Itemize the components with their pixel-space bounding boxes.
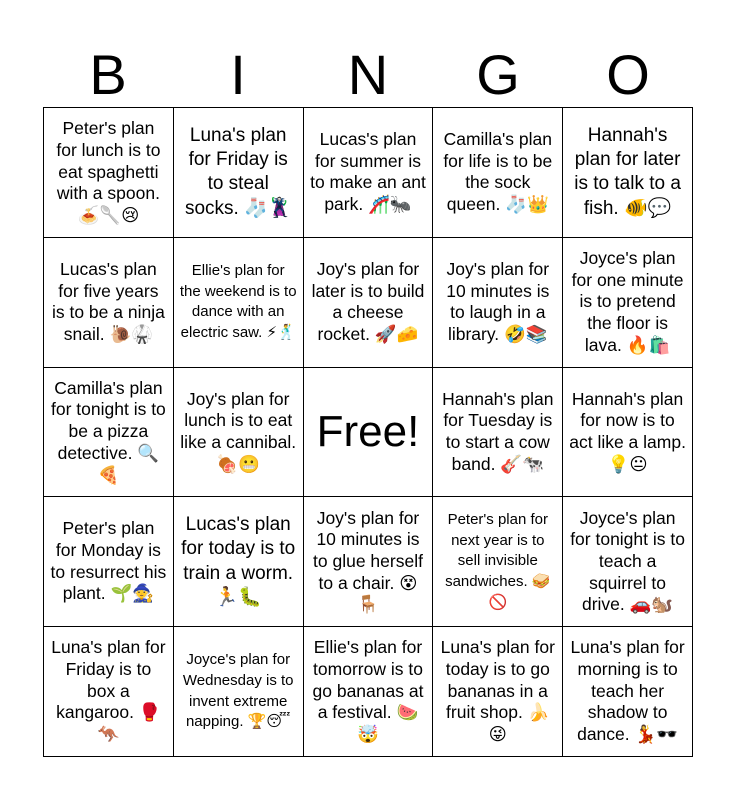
bingo-cell-text: Lucas's plan for today is to train a worm. 🏃🐛	[181, 514, 296, 609]
bingo-cell-text: Lucas's plan for five years is to be a ninja snail. 🐌🥋	[51, 258, 165, 344]
bingo-cell[interactable]	[304, 627, 434, 757]
bingo-cell[interactable]	[304, 238, 434, 368]
free-space-cell[interactable]	[304, 368, 434, 498]
bingo-cell[interactable]	[44, 368, 174, 498]
bingo-cell-text: Ellie's plan for tomorrow is to go bananas at a festival. 🍉🤯	[312, 637, 424, 745]
bingo-header	[43, 42, 693, 108]
bingo-cell-text: Luna's plan for Friday is to box a kangaroo. 🥊🦘	[51, 637, 166, 745]
header-letter-b: B	[89, 43, 127, 106]
bingo-cell-text: Peter's plan for lunch is to eat spaghetti with a spoon. 🍝🥄😢	[56, 118, 161, 225]
bingo-cell[interactable]	[433, 368, 563, 498]
bingo-cell-text: Camilla's plan for life is to be the sock queen. 🧦👑	[443, 129, 553, 215]
header-letter-o: O	[606, 43, 650, 106]
bingo-cell-text: Peter's plan for next year is to sell invisible sandwiches. 🥪🚫	[445, 511, 551, 611]
bingo-cell-text: Peter's plan for Monday is to resurrect his plant. 🌱🧙	[50, 518, 167, 604]
bingo-cell-text: Joy's plan for later is to build a cheese rocket. 🚀🧀	[311, 258, 425, 344]
bingo-cell-text: Lucas's plan for summer is to make an ant park. 🎢🐜	[310, 129, 426, 215]
header-letter-g: G	[476, 43, 520, 106]
bingo-cell-text: Ellie's plan for the weekend is to dance with an electric saw. ⚡🕺	[179, 261, 297, 341]
bingo-cell[interactable]	[563, 368, 693, 498]
bingo-cell[interactable]	[174, 368, 304, 498]
bingo-cell[interactable]	[563, 108, 693, 238]
bingo-cell-text: Hannah's plan for now is to act like a lamp. 💡😐	[569, 388, 686, 474]
header-letter-i: I	[230, 43, 246, 106]
bingo-cell[interactable]	[174, 108, 304, 238]
bingo-cell[interactable]	[304, 108, 434, 238]
bingo-cell-text: Camilla's plan for tonight is to be a pizza detective. 🔍🍕	[51, 377, 166, 485]
bingo-cell-text: Joy's plan for 10 minutes is to glue herself to a chair. 😵🪑	[313, 507, 423, 615]
bingo-cell-text: Luna's plan for today is to go bananas in a fruit shop. 🍌😜	[440, 637, 555, 745]
bingo-cell-text: Joyce's plan for Wednesday is to invent extreme napping. 🏆😴	[182, 651, 294, 731]
bingo-cell-text: Joyce's plan for tonight is to teach a squirrel to drive. 🚗🐿️	[570, 507, 685, 615]
bingo-cell[interactable]	[433, 627, 563, 757]
bingo-cell-text: Luna's plan for Friday is to steal socks. 🧦🦹	[184, 124, 292, 219]
bingo-cell[interactable]	[44, 238, 174, 368]
bingo-cell-text: Joyce's plan for one minute is to pretend the floor is lava. 🔥🛍️	[571, 247, 684, 355]
free-space-label: Free!	[316, 406, 420, 456]
bingo-cell[interactable]	[174, 238, 304, 368]
bingo-cell[interactable]	[433, 108, 563, 238]
bingo-cell[interactable]	[563, 627, 693, 757]
bingo-cell[interactable]	[174, 627, 304, 757]
header-letter-n: N	[347, 43, 389, 106]
bingo-cell[interactable]	[304, 497, 434, 627]
bingo-cell-text: Luna's plan for morning is to teach her shadow to dance. 💃🕶️	[570, 637, 685, 745]
bingo-cell[interactable]	[174, 497, 304, 627]
bingo-cell[interactable]	[44, 108, 174, 238]
bingo-card-grid	[43, 107, 693, 757]
bingo-cell[interactable]	[44, 627, 174, 757]
bingo-cell[interactable]	[44, 497, 174, 627]
bingo-cell-text: Hannah's plan for Tuesday is to start a cow band. 🎸🐄	[442, 388, 554, 474]
bingo-cell[interactable]	[563, 497, 693, 627]
bingo-cell[interactable]	[563, 238, 693, 368]
bingo-cell[interactable]	[433, 238, 563, 368]
bingo-cell-text: Hannah's plan for later is to talk to a fish. 🐠💬	[574, 124, 681, 219]
bingo-cell[interactable]	[433, 497, 563, 627]
bingo-cell-text: Joy's plan for 10 minutes is to laugh in a library. 🤣📚	[446, 258, 550, 344]
bingo-cell-text: Joy's plan for lunch is to eat like a cannibal. 🍖😬	[180, 388, 297, 474]
